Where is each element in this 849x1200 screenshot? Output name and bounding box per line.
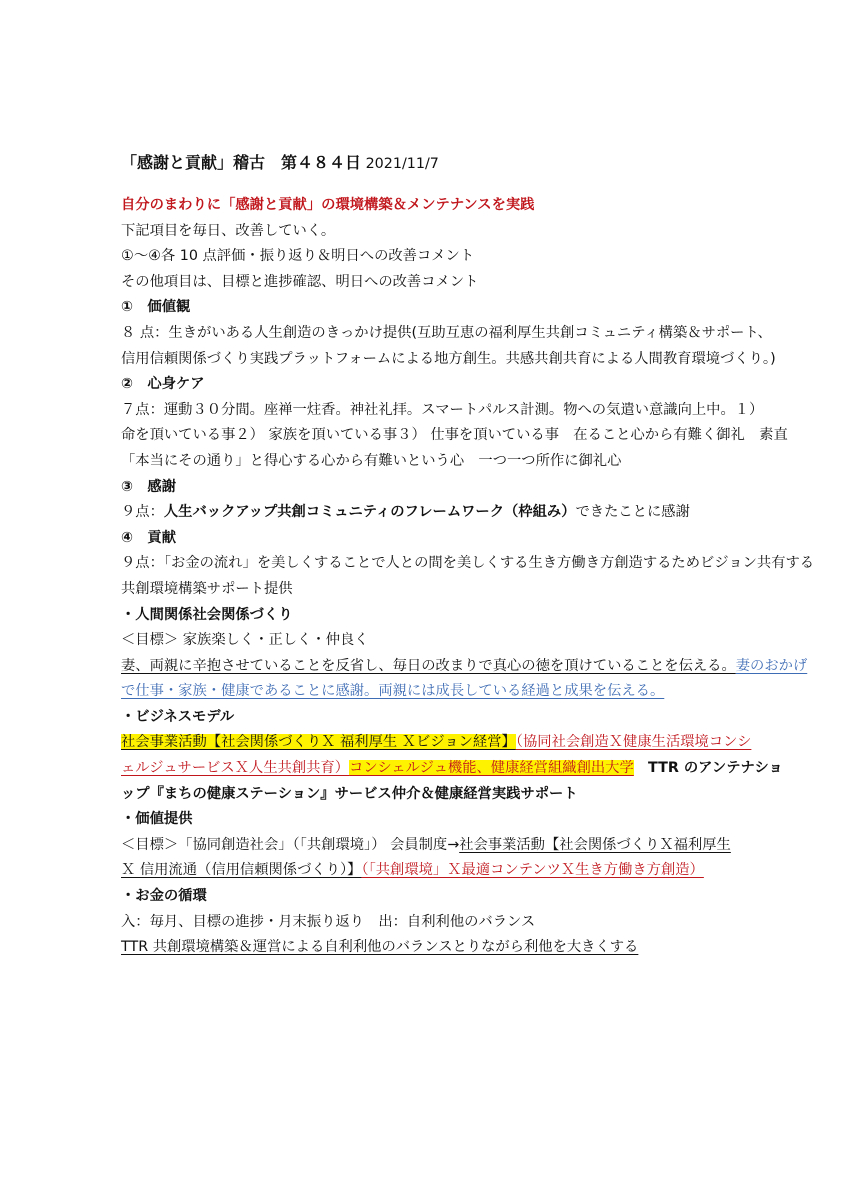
business-highlight: 社会事業活動【社会関係づくりＸ 福利厚生 Ｘビジョン経営】 bbox=[121, 734, 516, 751]
relations-heading: ・人間関係社会関係づくり bbox=[121, 606, 293, 623]
section-contribution-line-2: 共創環境構築サポート提供 bbox=[121, 580, 293, 597]
section-care-line-2: 命を頂いている事２） 家族を頂いている事３） 仕事を頂いている事 在ること心から有難く御礼 素直 bbox=[121, 427, 788, 444]
value-underlined-2: Ｘ 信用流通（信用信頼関係づくり）】 bbox=[121, 862, 362, 879]
business-red-text: （協同社会創造Ｘ健康生活環境コンシ bbox=[515, 734, 752, 751]
relations-goal: ＜目標＞ 家族楽しく・正しく・仲良く bbox=[121, 632, 369, 649]
relations-text: 妻、両親に辛抱させていることを反省し、毎日の改まりで真心の徳を頂けていることを伝える。 bbox=[121, 657, 736, 674]
value-heading: ・価値提供 bbox=[121, 811, 193, 828]
subtitle: 自分のまわりに「感謝と貢献」の環境構築＆メンテナンスを実践 bbox=[121, 197, 535, 213]
money-heading: ・お金の循環 bbox=[121, 888, 207, 905]
title-date: 2021/11/7 bbox=[365, 156, 439, 172]
value-line-1 bbox=[121, 833, 761, 859]
document-body bbox=[121, 150, 815, 961]
relations-line-2 bbox=[121, 679, 761, 705]
section-care-line-1: ７点：運動３０分間。座禅一炷香。神社礼拝。スマートパルス計測。物への気遣い意識向上中。１） bbox=[121, 401, 764, 418]
section-gratitude-heading: ③ 感謝 bbox=[121, 478, 176, 495]
section-contribution-heading: ④ 貢献 bbox=[121, 529, 176, 546]
section-gratitude-line bbox=[121, 500, 761, 526]
gratitude-prefix: ９点： bbox=[121, 504, 164, 521]
section-care-line-3: 「本当にその通り」と得心する心から有難いという心 一つ一つ所作に御礼心 bbox=[121, 452, 622, 469]
gratitude-suffix: できたことに感謝 bbox=[575, 504, 690, 521]
business-highlight-2: コンシェルジュ機能、健康経営組織創出大学 bbox=[349, 760, 634, 777]
business-heading: ・ビジネスモデル bbox=[121, 708, 235, 725]
section-values-heading: ① 価値観 bbox=[121, 299, 191, 316]
intro-line-3: その他項目は、目標と進捗確認、明日への改善コメント bbox=[121, 273, 479, 290]
relations-line-1 bbox=[121, 654, 808, 680]
section-values-line-1: ８ 点：生きがいある人生創造のきっかけ提供(互助互恵の福利厚生共創コミュニティ構築＆サポート、 bbox=[121, 324, 772, 341]
relations-blue-text: 妻のおかげ bbox=[735, 657, 808, 674]
business-line-1 bbox=[121, 730, 761, 756]
business-line-2 bbox=[121, 756, 783, 782]
value-red-text: （「共創環境」Ｘ最適コンテンツＸ生き方働き方創造） bbox=[361, 862, 704, 879]
title-line bbox=[121, 150, 761, 177]
intro-line-1: 下記項目を毎日、改善していく。 bbox=[121, 222, 336, 239]
business-bold-text: TTR のアンテナショ bbox=[633, 760, 783, 777]
money-line-2: TTR 共創環境構築＆運営による自利利他のバランスとりながら利他を大きくする bbox=[121, 939, 639, 956]
section-care-heading: ② 心身ケア bbox=[121, 376, 205, 393]
business-red-text-2: ェルジュサービスＸ人生共創共育） bbox=[121, 760, 350, 777]
relations-blue-text-2: で仕事・家族・健康であることに感謝。両親には成長している経過と成果を伝える。 bbox=[121, 683, 665, 700]
money-line-1: 入：毎月、目標の進捗・月末振り返り 出：自利利他のバランス bbox=[121, 913, 536, 930]
section-values-line-2: 信用信頼関係づくり実践プラットフォームによる地方創生。共感共創共育による人間教育環境づくり。) bbox=[121, 350, 776, 367]
value-plain: ＜目標＞「協同創造社会」（「共創環境」） 会員制度→ bbox=[121, 836, 460, 853]
page-title: 「感謝と貢献」稽古 第４８４日 bbox=[121, 153, 362, 172]
gratitude-bold: 人生バックアップ共創コミュニティのフレームワーク（枠組み） bbox=[163, 504, 576, 521]
business-line-3: ップ『まちの健康ステーション』サービス仲介＆健康経営実践サポート bbox=[121, 785, 578, 802]
section-contribution-line-1: ９点：「お金の流れ」を美しくすることで人との間を美しくする生き方働き方創造するためビジョン共有する bbox=[121, 555, 815, 572]
value-underlined: 社会事業活動【社会関係づくりＸ福利厚生 bbox=[459, 836, 731, 853]
intro-line-2: ①～④各 10 点評価・振り返り＆明日への改善コメント bbox=[121, 248, 475, 265]
value-line-2 bbox=[121, 858, 761, 884]
